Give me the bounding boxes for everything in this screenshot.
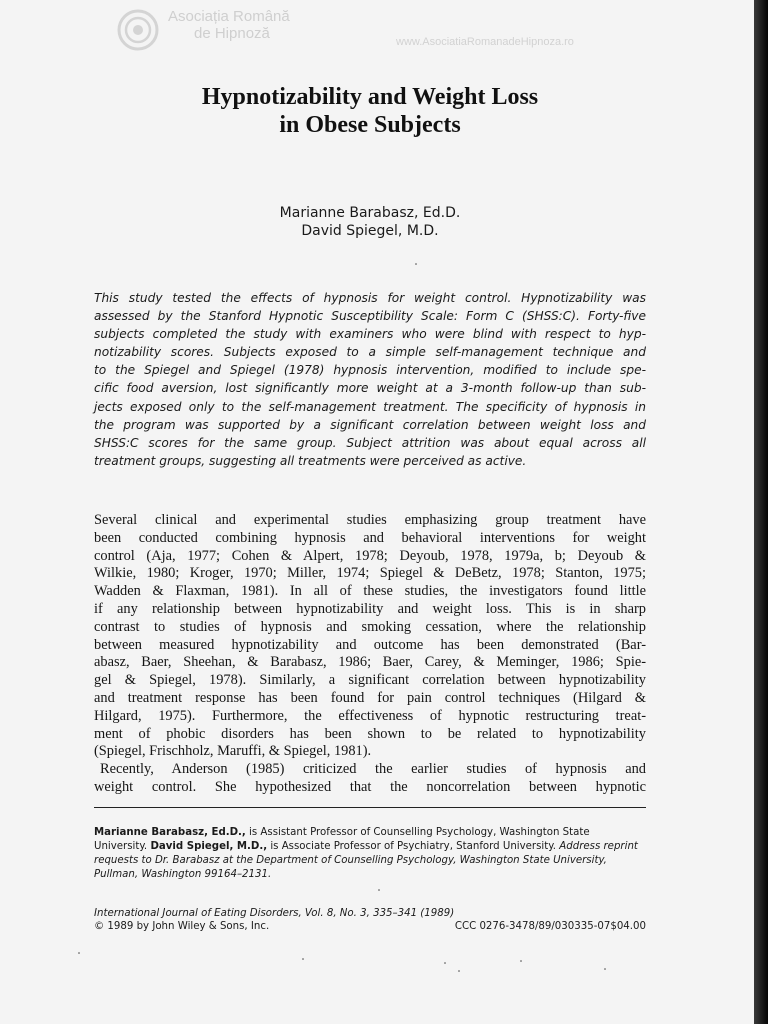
abstract-line: cific food aversion, lost significantly more weight at a 3-month follow-up than sub-: [94, 381, 646, 396]
journal-ccc-code: CCC 0276-3478/89/030335-07$04.00: [454, 921, 646, 932]
abstract-line: subjects completed the study with examiners who were blind with respect to hyp-: [94, 327, 646, 342]
body-line: been conducted combining hypnosis and behavioral interventions for weight: [94, 529, 646, 546]
body-line: weight control. She hypothesized that the noncorrelation between hypnotic: [94, 778, 646, 795]
body-line: if any relationship between hypnotizability and weight loss. This is in sharp: [94, 600, 646, 617]
body-line: gel & Spiegel, 1978). Similarly, a significant correlation between hypnotizability: [94, 672, 646, 689]
author-footnote: [94, 826, 646, 882]
footnote-divider: [94, 807, 646, 808]
body-line: Several clinical and experimental studies emphasizing group treatment have: [94, 512, 646, 528]
scan-speck: [604, 968, 606, 970]
watermark-url: www.AsociatiaRomanadeHipnoza.ro: [396, 36, 574, 48]
abstract-line: assessed by the Stanford Hypnotic Susceptibility Scale: Form C (SHSS:C). Forty-five: [94, 309, 646, 324]
journal-citation: International Journal of Eating Disorders, Vol. 8, No. 3, 335–341 (1989): [94, 908, 455, 919]
body-line: abasz, Baer, Sheehan, & Barabasz, 1986; Baer, Carey, & Meminger, 1986; Spie-: [94, 654, 646, 671]
body-line: Wadden & Flaxman, 1981). In all of these studies, the investigators found little: [94, 583, 646, 600]
body-line: Hilgard, 1975). Furthermore, the effectiveness of hypnotic restructuring treat-: [94, 707, 646, 724]
body-line: ment of phobic disorders has been shown to be related to hypnotizability: [94, 725, 646, 742]
scan-speck: [458, 970, 460, 972]
body-line: contrast to studies of hypnosis and smoking cessation, where the relationship: [94, 618, 646, 635]
abstract-line: to the Spiegel and Spiegel (1978) hypnosis intervention, modified to include spe-: [94, 363, 646, 378]
scan-speck: [302, 958, 304, 960]
body-line: control (Aja, 1977; Cohen & Alpert, 1978; Deyoub, 1978, 1979a, b; Deyoub &: [94, 547, 646, 564]
footnote-author2-name: David Spiegel, M.D.,: [150, 841, 268, 852]
footnote-author1-text: is Assistant Professor of Counselling Psychology, Washington State University.: [94, 827, 590, 852]
watermark-org-line2: de Hipnoză: [194, 25, 270, 42]
body-line: (Spiegel, Frischholz, Maruffi, & Spiegel, 1981).: [94, 743, 372, 760]
scan-speck: [415, 263, 417, 265]
journal-copyright-row: [94, 920, 646, 933]
body-text: [94, 512, 646, 797]
body-line: and treatment response has been found for pain control techniques (Hilgard &: [94, 689, 646, 706]
abstract-line: This study tested the effects of hypnosis for weight control. Hypnotizability was: [94, 291, 646, 305]
article-title: [100, 83, 640, 139]
watermark-org-line1: Asociația Română: [168, 8, 290, 25]
journal-copyright: © 1989 by John Wiley & Sons, Inc.: [94, 921, 270, 932]
author-1: Marianne Barabasz, Ed.D.: [279, 205, 461, 221]
author-2: David Spiegel, M.D.: [301, 223, 439, 239]
abstract-line: the program was supported by a significant correlation between weight loss and: [94, 417, 646, 432]
abstract-line: treatment groups, suggesting all treatments were perceived as active.: [94, 453, 527, 468]
body-line: Wilkie, 1980; Kroger, 1970; Miller, 1974; Spiegel & DeBetz, 1978; Stanton, 1975;: [94, 565, 646, 582]
journal-info: [94, 907, 646, 933]
abstract-line: SHSS:C scores for the same group. Subject attrition was about equal across all: [94, 435, 646, 450]
abstract-line: notizability scores. Subjects exposed to a simple self-management technique and: [94, 345, 646, 360]
footnote-author2-text: is Associate Professor of Psychiatry, Stanford University.: [267, 841, 557, 852]
scan-speck: [378, 889, 380, 891]
footnote-reprint-address: Address reprint requests to Dr. Barabasz at the Department of Counselling Psychology, Washington State University, Pullman, Washington 99164–2131.: [94, 841, 638, 880]
scan-speck: [444, 962, 446, 964]
body-line: Recently, Anderson (1985) criticized the earlier studies of hypnosis and: [100, 761, 646, 778]
title-line-1: Hypnotizability and Weight Loss: [201, 84, 539, 110]
abstract: [94, 289, 646, 470]
scan-speck: [520, 960, 522, 962]
abstract-line: jects exposed only to the self-management treatment. The specificity of hypnosis in: [94, 399, 646, 414]
author-list: [220, 204, 520, 240]
hypnosis-spiral-logo-icon: [116, 8, 160, 52]
footnote-author1-name: Marianne Barabasz, Ed.D.,: [94, 827, 246, 838]
title-line-2: in Obese Subjects: [279, 112, 461, 138]
scan-speck: [78, 952, 80, 954]
scan-edge: [754, 0, 768, 1024]
body-line: between measured hypnotizability and outcome has been demonstrated (Bar-: [94, 636, 646, 653]
